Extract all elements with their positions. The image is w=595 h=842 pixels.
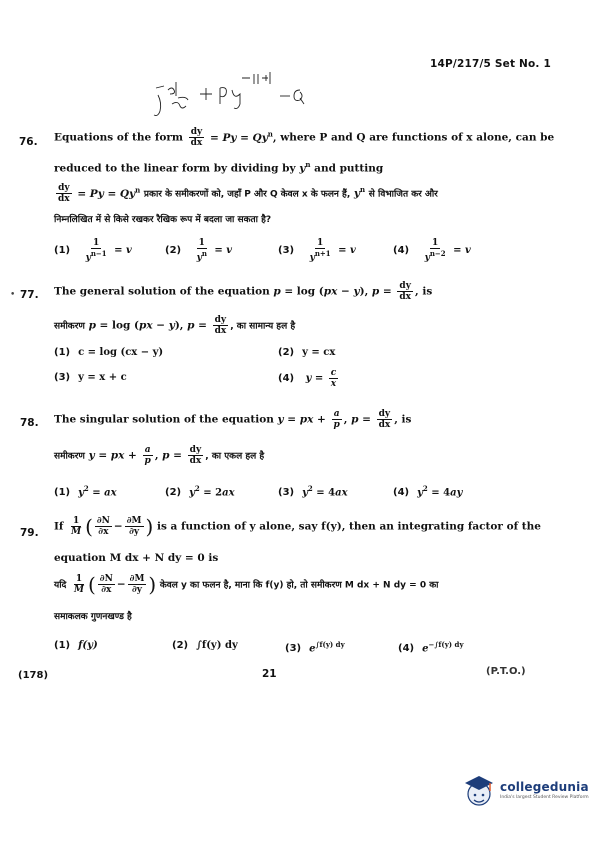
- question-78-hindi-line: समीकरण y = px + $\frac{a}{p}$ , p = $\frac{dy}{dx}$ , का एकल हल है: [54, 445, 265, 466]
- option-4[interactable]: (4) y = $\frac{c}{x}$: [278, 368, 337, 389]
- question-76-hindi-line-1: $\frac{dy}{dx}$ = $Py = Qy^n$ प्रकार के समीकरणों को, जहाँ P और Q केवल x के फलन हैं, $y^n$ से विभाजित कर और: [58, 183, 438, 204]
- option-4[interactable]: (4) $y^2 = 4ay$: [393, 484, 463, 499]
- question-76-line-2: reduced to the linear form by dividing by $y^n$ and putting: [54, 160, 384, 175]
- question-79-line-1: If $\frac{1}{M}$ ( $\frac{\partial N}{\partial x}$ − $\frac{\partial M}{\partial y}$ ) is a function of y alone, say f(y), then an integrating factor of the: [54, 514, 541, 539]
- option-3[interactable]: (3) $y^2 = 4ax$: [278, 484, 348, 499]
- option-2[interactable]: (2) $y^2 = 2ax$: [165, 484, 235, 499]
- option-1[interactable]: (1) f(y): [54, 640, 98, 651]
- page-number: 21: [262, 668, 277, 680]
- question-77-hindi-line: समीकरण p = log (px − y), p = $\frac{dy}{dx}$ , का सामान्य हल है: [54, 315, 296, 336]
- margin-mark: •: [10, 290, 16, 300]
- collegedunia-logo: [462, 773, 589, 813]
- booklet-code: (178): [18, 670, 49, 681]
- handwritten-scribble: [148, 60, 318, 120]
- option-2[interactable]: (2) ∫f(y) dy: [172, 640, 238, 651]
- pto-label: (P.T.O.): [486, 666, 526, 677]
- question-number: 78.: [20, 417, 39, 429]
- option-3[interactable]: (3) y = x + c: [54, 372, 127, 383]
- question-78-line-1: The singular solution of the equation y = px + $\frac{a}{p}$ , p = $\frac{dy}{dx}$ , is: [54, 409, 412, 430]
- graduate-icon: [462, 773, 496, 809]
- set-number: 14P/217/5 Set No. 1: [430, 58, 551, 70]
- option-1[interactable]: (1) $\frac{1}{y^{n-1}}$ = v: [54, 238, 132, 263]
- option-4[interactable]: (4) $e^{-\int f(y) dy}$: [398, 640, 464, 655]
- option-1[interactable]: (1) c = log (cx − y): [54, 347, 164, 358]
- option-4[interactable]: (4) $\frac{1}{y^{n-2}}$ = v: [393, 238, 471, 263]
- question-77-line-1: The general solution of the equation p = log (px − y), p = $\frac{dy}{dx}$ , is: [54, 281, 433, 302]
- question-79-line-2: equation M dx + N dy = 0 is: [54, 552, 219, 564]
- option-2[interactable]: (2) $\frac{1}{y^n}$ = v: [165, 238, 233, 263]
- question-number: 77.: [20, 289, 39, 301]
- option-2[interactable]: (2) y = cx: [278, 347, 336, 358]
- logo-tagline: India's largest Student Review Platform: [500, 795, 589, 800]
- question-79-hindi-line-1: यदि $\frac{1}{M}$ ( $\frac{\partial N}{\partial x}$ − $\frac{\partial M}{\partial y}$ ) केवल y का फलन है, माना कि f(y) हो, तो समीकरण M dx + N dy = 0 का: [54, 572, 439, 597]
- option-3[interactable]: (3) $\frac{1}{y^{n+1}}$ = v: [278, 238, 356, 263]
- question-76-hindi-line-2: निम्नलिखित में से किसे रखकर रैखिक रूप में बदला जा सकता है?: [54, 215, 272, 225]
- option-1[interactable]: (1) $y^2$ = ax: [54, 484, 117, 499]
- option-3[interactable]: (3) $e^{\int f(y) dy}$: [285, 640, 345, 655]
- logo-text: collegedunia: [500, 780, 589, 794]
- question-76-line-1: Equations of the form $\frac{dy}{dx}$ = $Py = Qy^n$, where P and Q are functions of x alone, can be: [54, 127, 555, 148]
- question-number: 79.: [20, 527, 39, 539]
- question-number: 76.: [19, 136, 38, 148]
- question-79-hindi-line-2: समाकलक गुणनखण्ड है: [54, 612, 132, 622]
